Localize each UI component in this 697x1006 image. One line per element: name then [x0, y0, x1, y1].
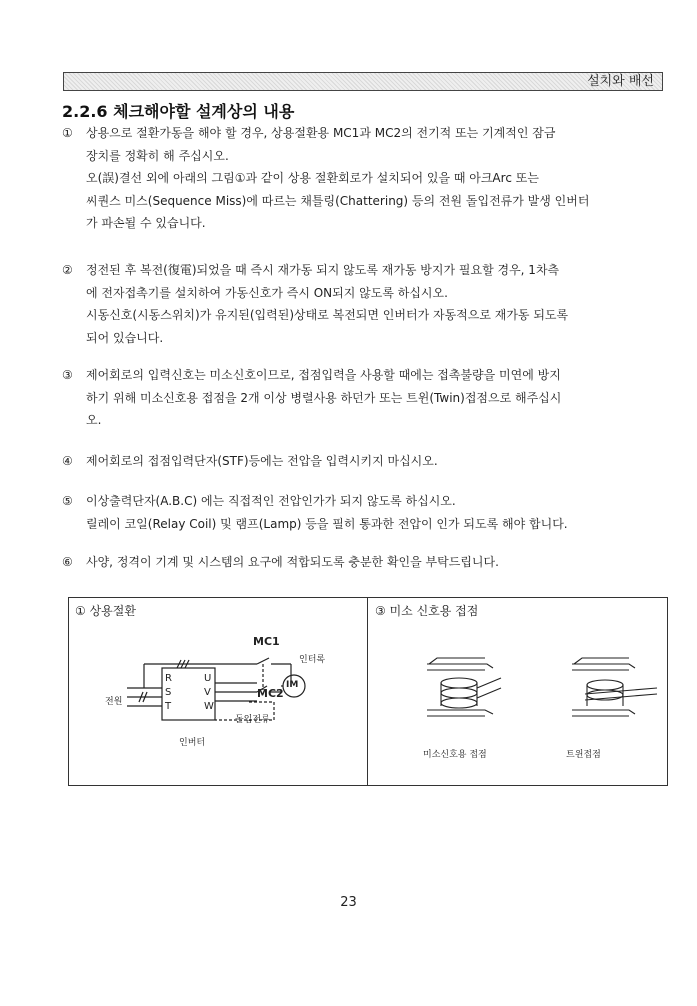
- mc1-label: MC1: [253, 635, 280, 648]
- item-line: 릴레이 코일(Relay Coil) 및 램프(Lamp) 등을 필히 통과한 전압이 인가 되도록 해야 합니다.: [86, 516, 568, 531]
- micro-contact-diagram: [367, 598, 667, 785]
- mc2-label: MC2: [257, 687, 284, 700]
- list-item-4: [62, 450, 672, 473]
- list-item-6: [62, 551, 672, 574]
- terminal-w-label: W: [204, 701, 214, 712]
- figure-title-commercial-switch: ① 상용절환: [75, 604, 136, 618]
- item-line: 오.: [86, 413, 102, 427]
- item-line: 하기 위해 미소신호용 접점을 2개 이상 병렬사용 하던가 또는 트윈(Twin)접점으로 해주십시: [86, 390, 562, 405]
- terminal-r-label: R: [165, 673, 172, 684]
- item-line: 가 파손될 수 있습니다.: [86, 216, 206, 230]
- terminal-t-label: T: [165, 701, 172, 712]
- item-line: 오(誤)결선 외에 아래의 그림①과 같이 상용 절환회로가 설치되어 있을 때 아크Arc 또는: [86, 171, 539, 185]
- item-line: 시동신호(시동스위치)가 유지된(입력된)상태로 복전되면 인버터가 자동적으로 재가동 되도록: [86, 308, 569, 322]
- list-item-2: [62, 259, 672, 349]
- micro-signal-contact-label: 미소신호용 접점: [423, 750, 487, 760]
- item-number: ②: [62, 263, 73, 277]
- figure-title-micro-contact: ③ 미소 신호용 접점: [375, 604, 479, 618]
- item-number: ①: [62, 126, 73, 140]
- item-number: ⑤: [62, 494, 73, 508]
- figure-box: [68, 597, 668, 786]
- terminal-u-label: U: [204, 673, 212, 684]
- interlock-label: 인터록: [299, 655, 326, 665]
- chapter-title: 설치와 배선: [587, 74, 654, 89]
- twin-contact-label: 트윈접점: [566, 750, 601, 760]
- item-number: ③: [62, 368, 73, 382]
- item-line: 장치를 정확히 해 주십시오.: [86, 148, 229, 163]
- motor-label: IM: [286, 680, 299, 690]
- item-line: 이상출력단자(A.B.C) 에는 직접적인 전압인가가 되지 않도록 하십시오.: [86, 494, 456, 508]
- item-number: ⑥: [62, 555, 73, 569]
- item-line: 에 전자접촉기를 설치하여 가동신호가 즉시 ON되지 않도록 하십시오.: [86, 285, 448, 300]
- section-title: 2.2.6 체크해야할 설계상의 내용: [62, 102, 295, 121]
- item-line: 상용으로 절환가동을 해야 할 경우, 상용절환용 MC1과 MC2의 전기적 또는 기계적인 잠금: [86, 126, 556, 140]
- item-line: 제어회로의 입력신호는 미소신호이므로, 접점입력을 사용할 때에는 접촉불량을 미연에 방지: [86, 368, 561, 382]
- list-item-5: [62, 490, 672, 535]
- item-line: 사양, 정격이 기계 및 시스템의 요구에 적합되도록 충분한 확인을 부탁드립니다.: [86, 555, 499, 569]
- page-number: 23: [340, 895, 357, 910]
- terminal-s-label: S: [165, 687, 172, 698]
- item-number: ④: [62, 454, 73, 468]
- power-label: 전원: [105, 697, 123, 707]
- item-line: 씨퀀스 미스(Sequence Miss)에 따르는 채틀링(Chattering) 등의 전원 돌입전류가 발생 인버터: [86, 193, 590, 208]
- list-item-3: [62, 364, 672, 432]
- inverter-label: 인버터: [179, 738, 206, 748]
- commercial-switch-diagram: [69, 598, 367, 785]
- list-item-1: [62, 122, 672, 235]
- item-line: 되어 있습니다.: [86, 330, 164, 345]
- inrush-current-label: 돌입전류: [235, 715, 270, 725]
- item-line: 제어회로의 접점입력단자(STF)등에는 전압을 입력시키지 마십시오.: [86, 454, 438, 468]
- item-line: 정전된 후 복전(復電)되었을 때 즉시 재가동 되지 않도록 재가동 방지가 필요할 경우, 1차측: [86, 263, 560, 277]
- terminal-v-label: V: [204, 687, 211, 698]
- chapter-header-bar: [63, 72, 663, 91]
